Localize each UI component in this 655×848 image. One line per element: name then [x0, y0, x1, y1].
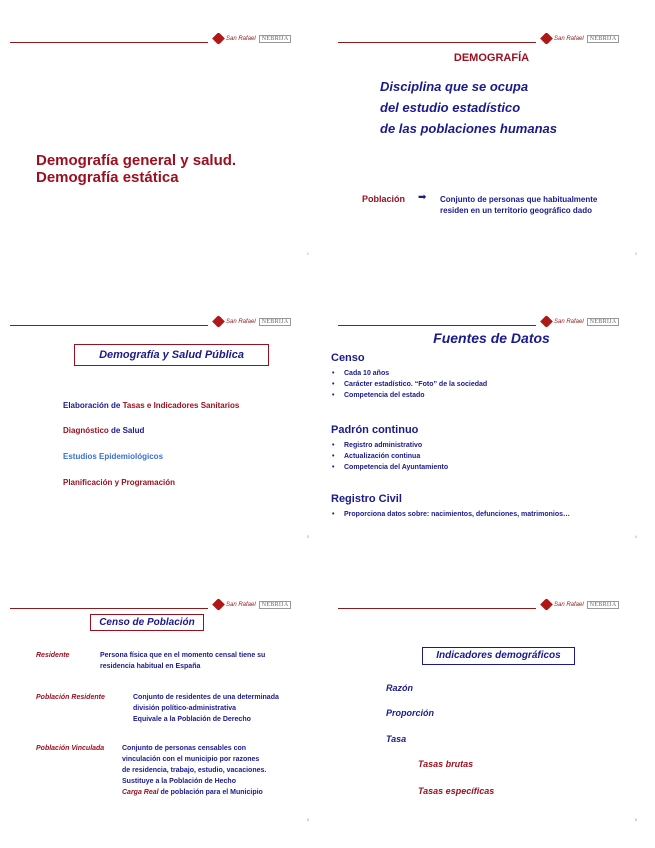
slide-title: Fuentes de Datos: [433, 330, 550, 346]
item-proporcion: Proporción: [386, 708, 435, 718]
definition-line: Disciplina que se ocupa: [380, 79, 529, 94]
slide-title-box: Indicadores demográficos: [422, 647, 575, 665]
term-poblacion: Población: [362, 194, 406, 204]
definition-line: Conjunto de personas censables con: [122, 745, 247, 752]
term-poblacion-vinculada: Población Vinculada: [36, 745, 105, 752]
definition-line: de residencia, trabajo, estudio, vacaciones.: [122, 767, 267, 774]
definition-line: de las poblaciones humanas: [380, 121, 557, 136]
definition-line: Sustituye a la Población de Hecho: [122, 778, 236, 785]
page-number: 3: [306, 534, 309, 539]
list-item: • Registro administrativo: [331, 440, 655, 451]
definition-line: [122, 787, 266, 798]
list-item: • Carácter estadístico. “Foto” de la sociedad: [331, 379, 655, 390]
logo-partner-name: NEBRIJA: [259, 35, 292, 43]
definition-line: Equivale a la Población de Derecho: [133, 716, 251, 723]
logo: [542, 34, 619, 43]
slide-4: [328, 283, 655, 565]
logo-emblem-icon: [212, 315, 225, 328]
item-tasas-brutas: Tasas brutas: [418, 759, 474, 769]
term-definition-line: Conjunto de personas que habitualmente: [440, 195, 598, 204]
slide-title-box: Censo de Población: [90, 614, 204, 631]
line-highlight: Diagnóstico: [63, 426, 112, 435]
header-rule: [338, 325, 536, 326]
section-padron: Padrón continuo: [331, 424, 419, 436]
slide-1: [0, 0, 327, 282]
header-rule: [10, 42, 208, 43]
page-number: 1: [306, 251, 309, 256]
definition-text: de población para el Municipio: [158, 789, 263, 796]
list-item: • Competencia del Ayuntamiento: [331, 462, 655, 473]
logo: [214, 317, 291, 326]
censo-list: [331, 368, 655, 401]
definition-line: vinculación con el municipio por razones: [122, 756, 260, 763]
item-tasa: Tasa: [386, 734, 407, 744]
slide-6: [328, 566, 655, 848]
logo-partner-name: NEBRIJA: [587, 35, 620, 43]
slide-title: [36, 152, 236, 186]
slide-heading: DEMOGRAFÍA: [453, 52, 530, 64]
header-rule: [338, 42, 536, 43]
page-number: 5: [306, 817, 309, 822]
logo: [542, 600, 619, 609]
list-item: • Actualización continua: [331, 451, 655, 462]
term-definition: [133, 692, 279, 725]
logo-emblem-icon: [540, 32, 553, 45]
list-item: • Proporciona datos sobre: nacimientos, defunciones, matrimonios…: [331, 509, 655, 520]
definition-line: división político-administrativa: [133, 705, 237, 712]
logo-brand-name: San Rafael: [226, 35, 256, 42]
logo-brand-name: San Rafael: [554, 601, 584, 608]
carga-real-term: Carga Real: [122, 789, 159, 796]
definition-line: del estudio estadístico: [380, 100, 521, 115]
term-poblacion-residente: Población Residente: [36, 694, 105, 701]
slide-3: [0, 283, 327, 565]
line-estudios: Estudios Epidemiológicos: [63, 452, 164, 461]
list-item: • Competencia del estado: [331, 390, 655, 401]
page-number: 4: [634, 534, 637, 539]
header-rule: [10, 325, 208, 326]
padron-list: [331, 440, 655, 473]
line-text: y Programación: [114, 478, 176, 487]
line-planificacion: [63, 478, 175, 487]
logo-partner-name: NEBRIJA: [587, 601, 620, 609]
header-rule: [10, 608, 208, 609]
list-item: • Cada 10 años: [331, 368, 655, 379]
line-highlight: Planificación: [63, 478, 115, 487]
term-definition: [100, 650, 265, 672]
definition-line: residencia habitual en España: [100, 663, 201, 670]
logo-partner-name: NEBRIJA: [259, 601, 292, 609]
header-rule: [338, 608, 536, 609]
line-text: de Salud: [111, 426, 145, 435]
section-censo: Censo: [331, 352, 365, 364]
registro-list: [331, 509, 655, 520]
line-text: Elaboración de: [63, 401, 123, 410]
logo: [214, 600, 291, 609]
logo-emblem-icon: [212, 598, 225, 611]
item-razon: Razón: [386, 683, 413, 693]
line-highlight: Tasas e Indicadores Sanitarios: [122, 401, 240, 410]
title-line: Demografía estática: [36, 169, 179, 186]
logo-brand-name: San Rafael: [554, 318, 584, 325]
logo: [214, 34, 291, 43]
logo-brand-name: San Rafael: [226, 601, 256, 608]
slide-2: [328, 0, 655, 282]
term-definition-line: residen en un territorio geográfico dado: [440, 206, 593, 215]
logo-brand-name: San Rafael: [226, 318, 256, 325]
term-definition: [440, 194, 597, 216]
logo: [542, 317, 619, 326]
term-definition: [122, 743, 266, 798]
definition: [380, 76, 557, 139]
definition-line: Persona física que en el momento censal tiene su: [100, 652, 266, 659]
logo-emblem-icon: [540, 315, 553, 328]
line-tasas: [63, 401, 239, 410]
logo-brand-name: San Rafael: [554, 35, 584, 42]
logo-emblem-icon: [540, 598, 553, 611]
slide-title-box: Demografía y Salud Pública: [74, 344, 269, 366]
term-residente: Residente: [36, 652, 70, 659]
logo-partner-name: NEBRIJA: [587, 318, 620, 326]
logo-partner-name: NEBRIJA: [259, 318, 292, 326]
title-line: Demografía general y salud.: [36, 152, 237, 169]
item-tasas-especificas: Tasas específicas: [418, 786, 495, 796]
line-diagnostico: [63, 426, 144, 435]
slide-5: [0, 566, 327, 848]
section-registro-civil: Registro Civil: [331, 493, 402, 505]
logo-emblem-icon: [212, 32, 225, 45]
definition-line: Conjunto de residentes de una determinada: [133, 694, 279, 701]
page-number: 6: [634, 817, 637, 822]
arrow-right-icon: ➡: [418, 192, 427, 203]
page-number: 2: [634, 251, 637, 256]
